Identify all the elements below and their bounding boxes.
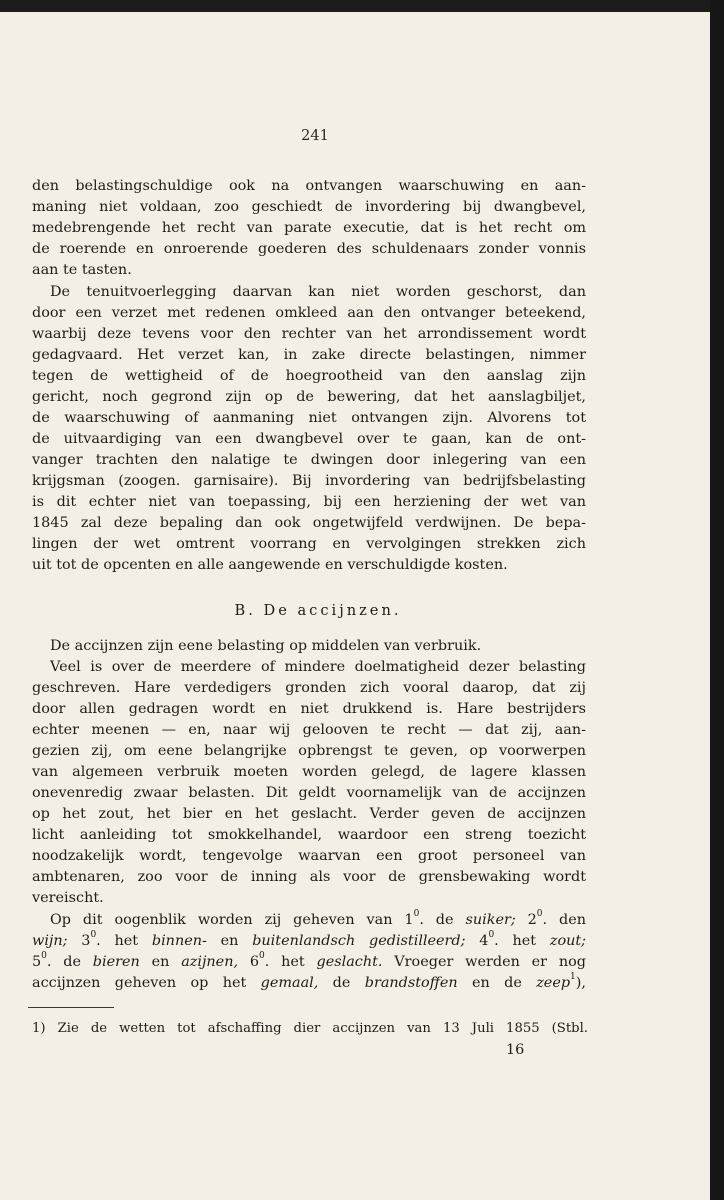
text-line: medebrengende het recht van parate executie, dat is het recht om (32, 220, 586, 236)
text-line: waarbij deze tevens voor den rechter van het arrondissement wordt (32, 326, 586, 342)
text-line: echter meenen — en, naar wij gelooven te recht — dat zij, aan- (32, 722, 586, 738)
text-line: door een verzet met redenen omkleed aan den ontvanger beteekend, (32, 305, 586, 321)
text-line: ambtenaren, zoo voor de inning als voor de grensbewaking wordt (32, 869, 586, 885)
text-line: 1845 zal deze bepaling dan ook ongetwijfeld verdwijnen. De bepa- (32, 515, 586, 531)
text-line: $5^0$. de bieren en azijnen, $6^0$. het geslacht. Vroeger werden er nog (32, 951, 586, 970)
text-line: vereischt. (32, 890, 104, 906)
text-line: geschreven. Hare verdedigers gronden zich vooral daarop, dat zij (32, 680, 586, 696)
text-line: tegen de wettigheid of de hoegrootheid van den aanslag zijn (32, 368, 586, 384)
text-line: de roerende en onroerende goederen des schuldenaars zonder vonnis (32, 241, 586, 257)
text-line: door allen gedragen wordt en niet drukkend is. Hare bestrijders (32, 701, 586, 717)
text-line: Veel is over de meerdere of mindere doelmatigheid dezer belasting (50, 659, 586, 675)
text-line: de uitvaardiging van een dwangbevel over te gaan, kan de ont- (32, 431, 586, 447)
text-line: gezien zij, om eene belangrijke opbrengst te geven, op voorwerpen (32, 743, 586, 759)
text-line: licht aanleiding tot smokkelhandel, waardoor een streng toezicht (32, 827, 586, 843)
footnote-divider (28, 1007, 114, 1008)
text-line: de waarschuwing of aanmaning niet ontvangen zijn. Alvorens tot (32, 410, 586, 426)
section-heading: B. De accijnzen. (234, 602, 402, 619)
text-line: gedagvaard. Het verzet kan, in zake directe belastingen, nimmer (32, 347, 586, 363)
text-line: den belastingschuldige ook na ontvangen waarschuwing en aan- (32, 178, 586, 194)
text-line: De accijnzen zijn eene belasting op middelen van verbruik. (50, 638, 482, 654)
text-line: gericht, noch gegrond zijn op de bewering, dat het aanslagbiljet, (32, 389, 586, 405)
text-line: uit tot de opcenten en alle aangewende en verschuldigde kosten. (32, 557, 508, 573)
text-line: accijnzen geheven op het gemaal, de brandstoffen en de zeep$^1$), (32, 972, 586, 991)
text-line: vanger trachten den nalatige te dwingen door inlegering van een (32, 452, 586, 468)
book-page (0, 12, 710, 1200)
text-line: krijgsman (zoogen. garnisaire). Bij invordering van bedrijfsbelasting (32, 473, 586, 489)
text-line: De tenuitvoerlegging daarvan kan niet worden geschorst, dan (50, 284, 586, 300)
text-line: maning niet voldaan, zoo geschiedt de invordering bij dwangbevel, (32, 199, 586, 215)
text-line: Op dit oogenblik worden zij geheven van $1^0$. de suiker; $2^0$. den (50, 909, 587, 928)
text-line: wijn; $3^0$. het binnen- en buitenlandsch gedistilleerd; $4^0$. het zout; (32, 930, 587, 949)
signature-mark: 16 (506, 1042, 525, 1058)
text-line: lingen der wet omtrent voorrang en vervolgingen strekken zich (32, 536, 586, 552)
text-line: van algemeen verbruik moeten worden gelegd, de lagere klassen (32, 764, 586, 780)
text-line: op het zout, het bier en het geslacht. Verder geven de accijnzen (32, 806, 586, 822)
footnote: 1) Zie de wetten tot afschaffing dier accijnzen van 13 Juli 1855 (Stbl. (32, 1021, 588, 1036)
text-line: onevenredig zwaar belasten. Dit geldt voornamelijk van de accijnzen (32, 785, 586, 801)
scan-border-top (0, 0, 724, 12)
text-line: noodzakelijk wordt, tengevolge waarvan een groot personeel van (32, 848, 586, 864)
page-number: 241 (301, 128, 329, 144)
text-line: aan te tasten. (32, 262, 132, 278)
text-line: is dit echter niet van toepassing, bij een herziening der wet van (32, 494, 586, 510)
scan-border-right (710, 0, 724, 1200)
